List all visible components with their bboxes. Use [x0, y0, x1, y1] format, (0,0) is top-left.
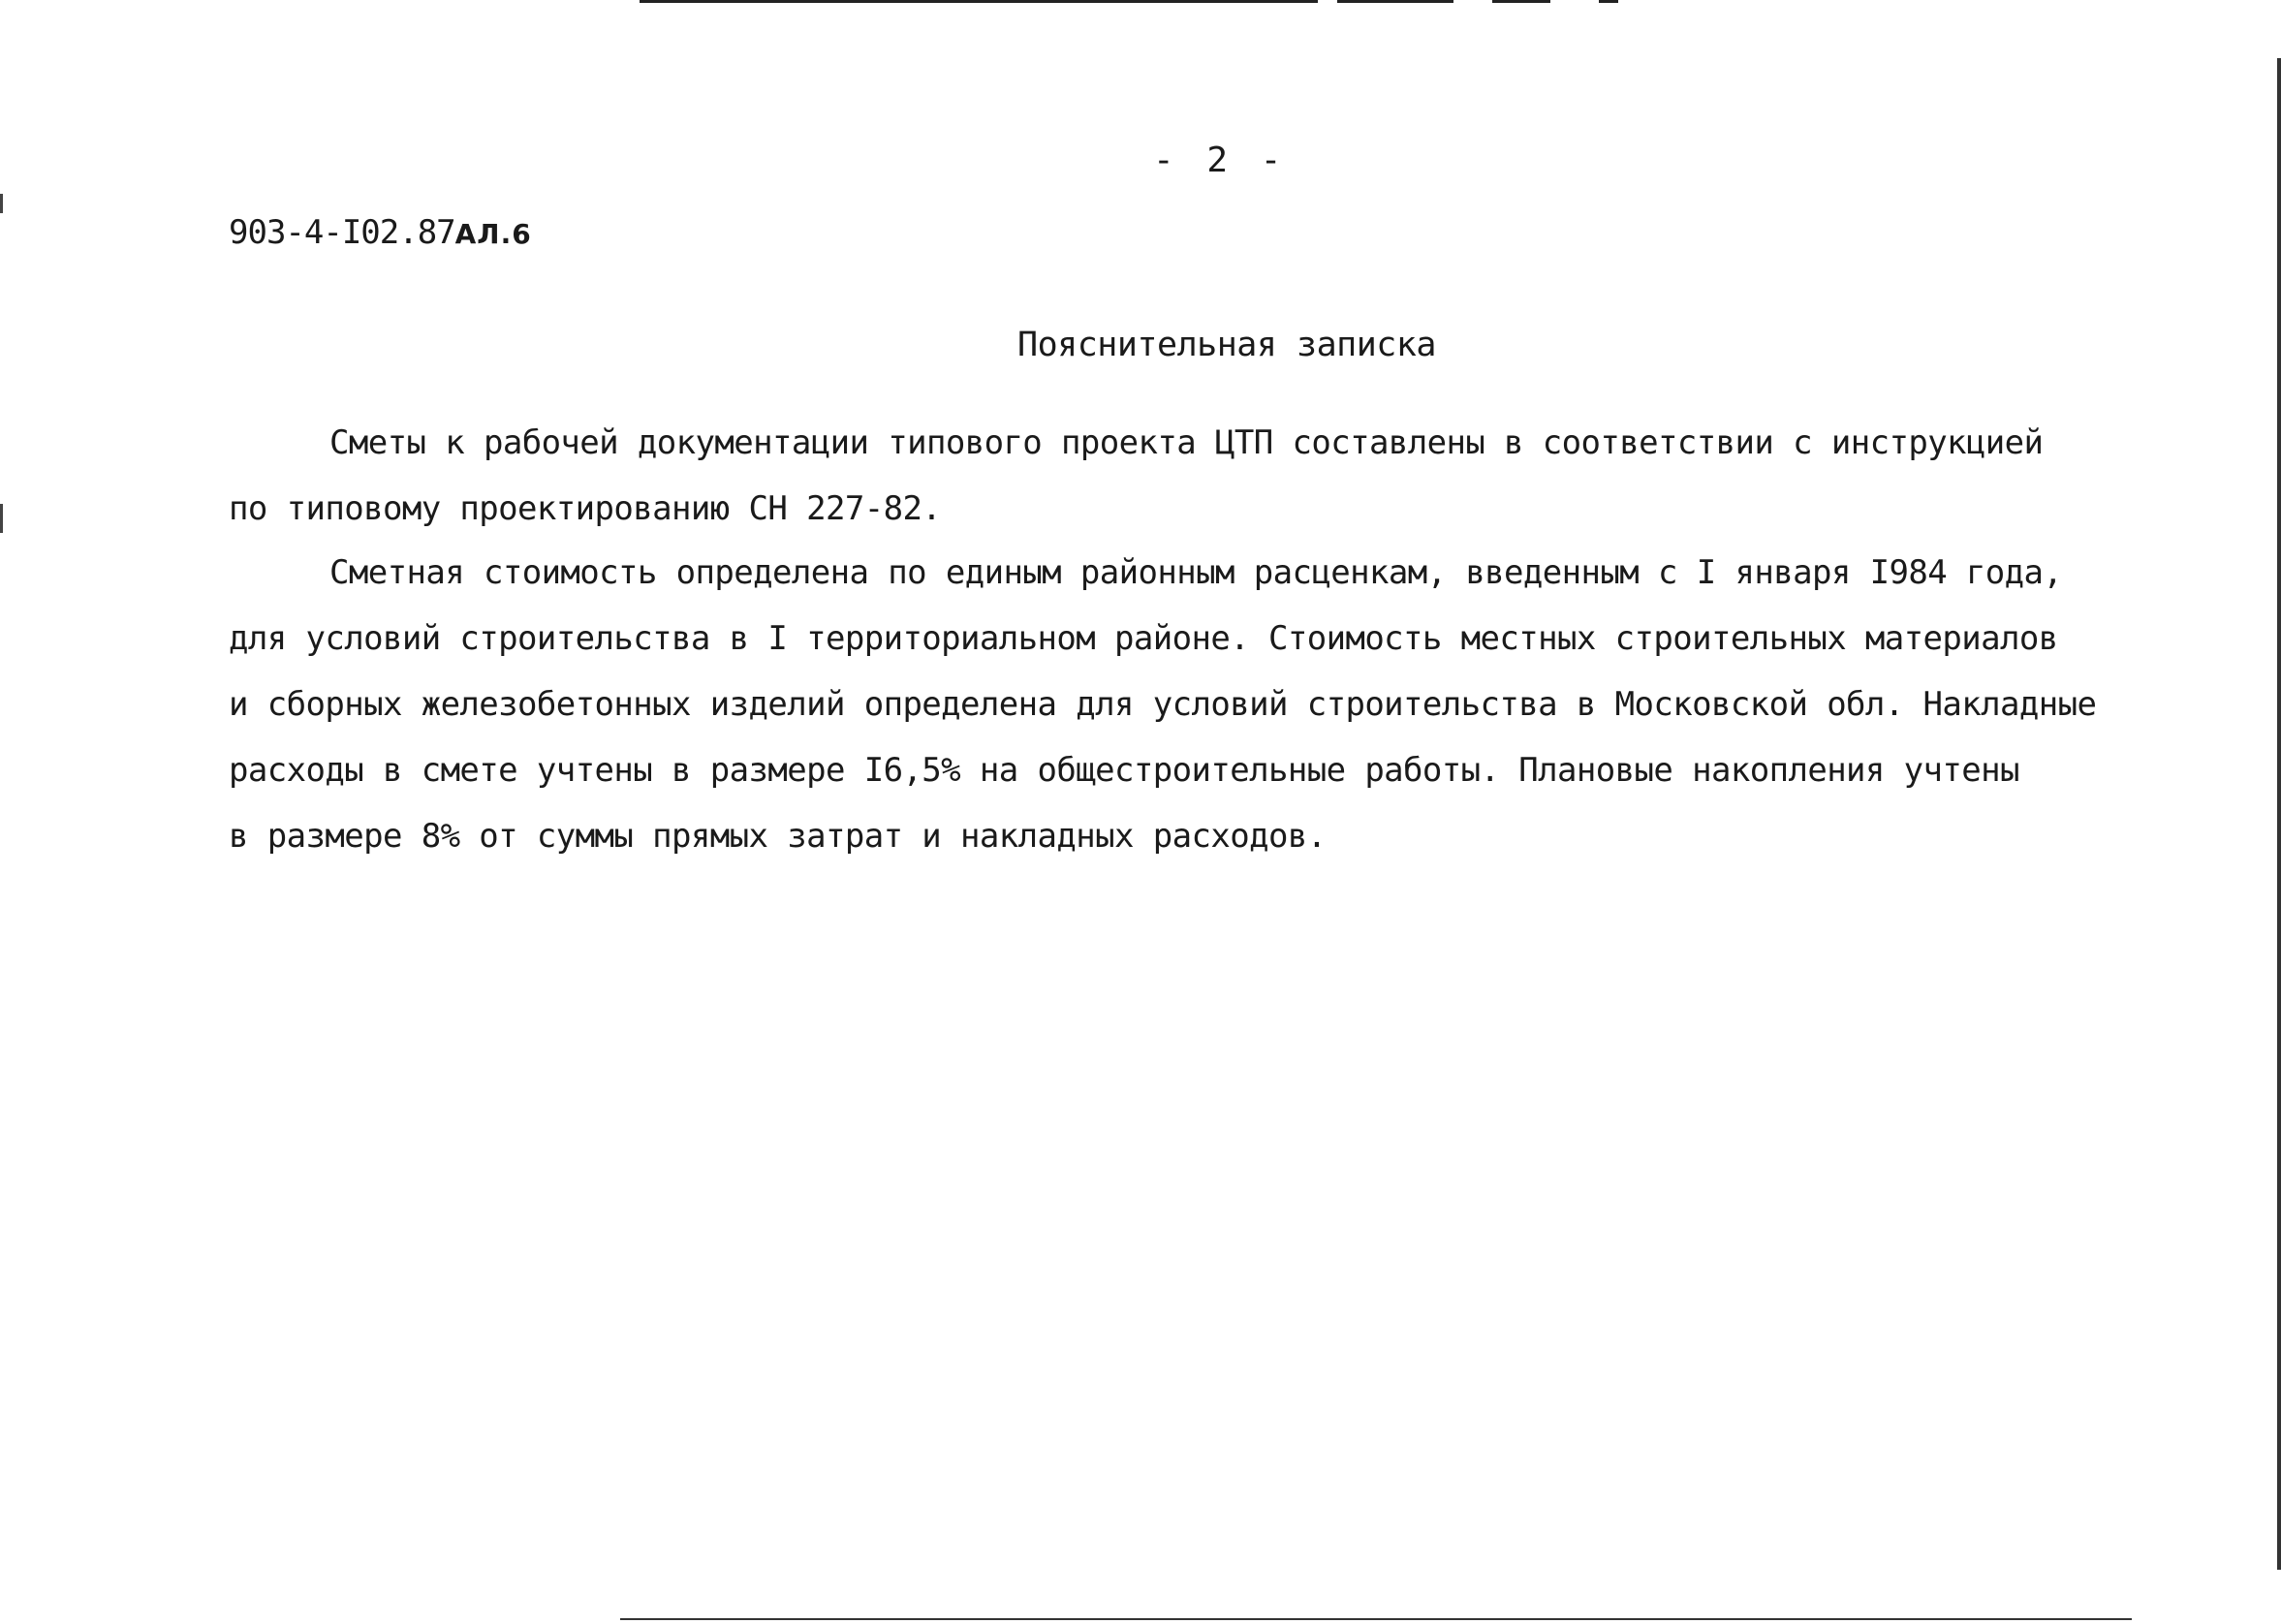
- paragraph-line: и сборных железобетонных изделий определена для условий строительства в Московской обл. Накладные: [229, 685, 2097, 724]
- paragraph-line: Сметная стоимость определена по единым районным расценкам, введенным с I января I984 года,: [329, 553, 2063, 592]
- paragraph-2: [229, 540, 2096, 869]
- scan-artifact-top: [640, 0, 1318, 3]
- scan-artifact-left: [0, 504, 3, 533]
- scan-artifact-top: [1492, 0, 1550, 3]
- scan-artifact-top: [1337, 0, 1453, 3]
- scan-artifact-right: [2277, 58, 2281, 1570]
- paragraph-line: расходы в смете учтены в размере I6,5% на общестроительные работы. Плановые накопления учтены: [229, 751, 2019, 790]
- scan-artifact-top: [1599, 0, 1618, 3]
- scan-artifact-bottom: [620, 1618, 2132, 1620]
- scan-artifact-left: [0, 194, 3, 213]
- document-code-main: 903-4-I02.87: [229, 213, 455, 252]
- paragraph-line: в размере 8% от суммы прямых затрат и накладных расходов.: [229, 817, 1327, 856]
- document-heading: Пояснительная записка: [1017, 326, 1437, 364]
- paragraph-1: [229, 410, 2043, 542]
- page-number: - 2 -: [1153, 141, 1288, 180]
- paragraph-line: по типовому проектированию СН 227-82.: [229, 489, 942, 528]
- paragraph-line: для условий строительства в I территориальном районе. Стоимость местных строительных материалов: [229, 619, 2058, 658]
- document-code: [229, 213, 532, 252]
- paragraph-line: Сметы к рабочей документации типового проекта ЦТП составлены в соответствии с инструкцией: [329, 423, 2044, 462]
- document-code-suffix: АЛ.6: [454, 218, 532, 250]
